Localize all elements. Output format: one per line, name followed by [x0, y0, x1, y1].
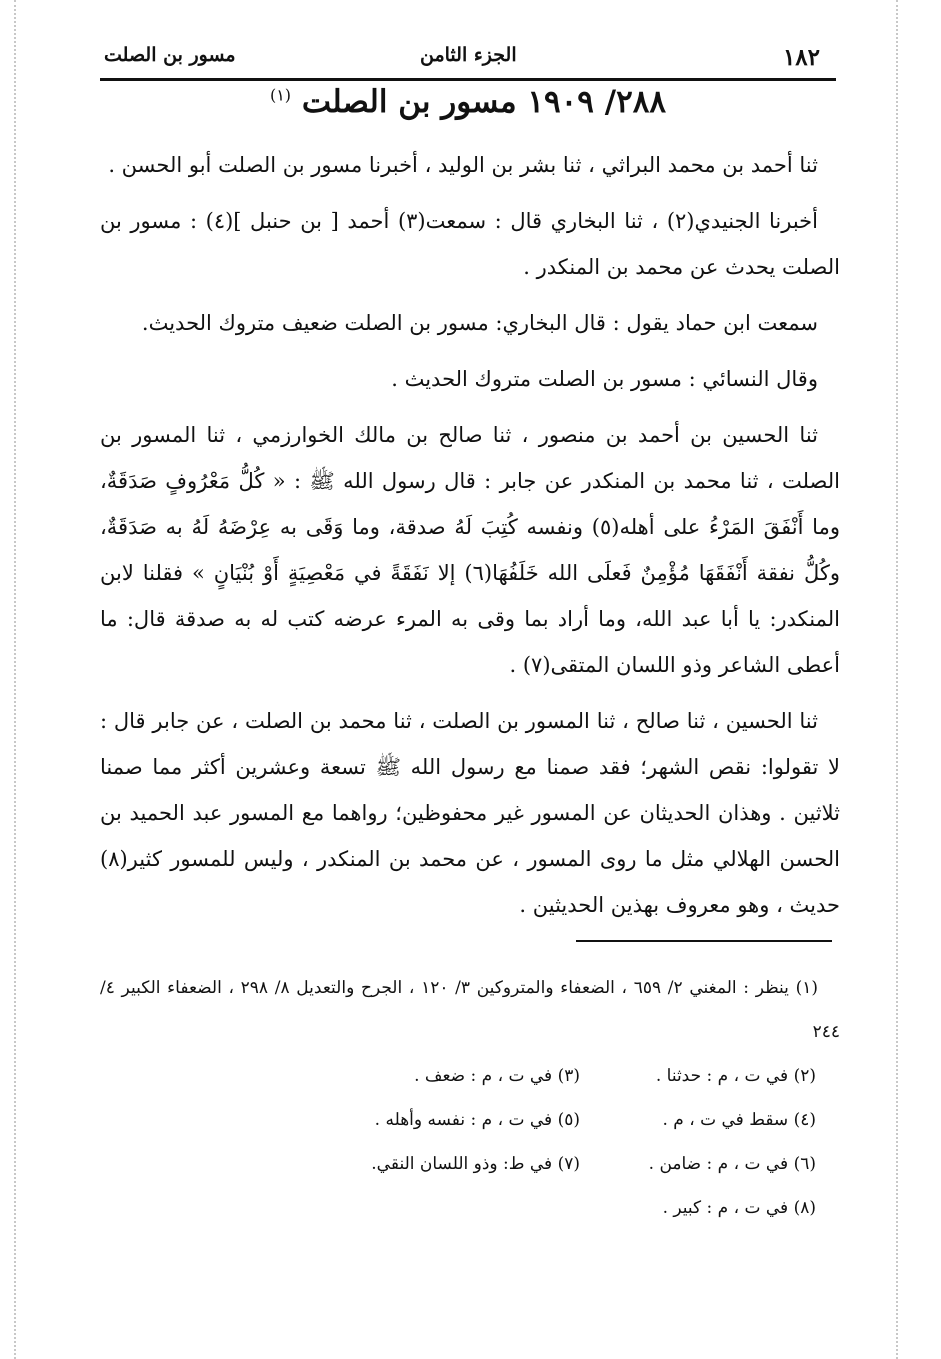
footnote-4: (٤) سقط في ت ، م . [662, 1110, 816, 1130]
footnote-7: (٧) في ط: وذو اللسان النقي. [371, 1154, 580, 1174]
footnote-grid [100, 1054, 840, 1230]
running-head: مسور بن الصلت [104, 44, 236, 66]
footnote-5: (٥) في ت ، م : نفسه وأهله . [374, 1110, 580, 1130]
paragraph-2: أخبرنا الجنيدي(٢) ، ثنا البخاري قال : سمعت(٣) أحمد [ بن حنبل ](٤) : مسور بن الصلت يحدث عن محمد بن المنكدر . [100, 209, 840, 279]
footnote-rule [576, 940, 832, 942]
volume-title: الجزء الثامن [420, 44, 517, 66]
entry-title [100, 84, 836, 138]
footnote-8: (٨) في ت ، م : كبير . [662, 1198, 816, 1218]
footnote-3: (٣) في ت ، م : ضعف . [414, 1066, 580, 1086]
paragraph-6: ثنا الحسين ، ثنا صالح ، ثنا المسور بن الصلت ، ثنا محمد بن الصلت ، عن جابر قال : لا تقولوا: نقص الشهر؛ فقد صمنا مع رسول الله ﷺ تسعة وعشرين أكثر مما صمنا ثلاثين . وهذان الحديثان عن المسور غير محفوظين؛ رواهما مع المسور عبد الحميد بن الحسن الهلالي مثل ما روى المسور ، عن محمد بن المنكدر ، وليس للمسور كثير(٨) حديث ، وهو معروف بهذين الحديثين . [100, 709, 840, 917]
footnote-6: (٦) في ت ، م : ضامن . [648, 1154, 816, 1174]
right-dotted-border [896, 0, 898, 1359]
paragraph-1: ثنا أحمد بن محمد البراثي ، ثنا بشر بن الوليد ، أخبرنا مسور بن الصلت أبو الحسن . [108, 153, 818, 177]
footnotes [100, 966, 840, 1230]
page-number: ١٨٢ [782, 44, 820, 71]
left-dotted-border [14, 0, 16, 1359]
paragraph-3: سمعت ابن حماد يقول : قال البخاري: مسور بن الصلت ضعيف متروك الحديث. [141, 311, 818, 335]
main-text [100, 142, 840, 938]
footnote-2: (٢) في ت ، م : حدثنا . [655, 1066, 816, 1086]
paragraph-5: ثنا الحسين بن أحمد بن منصور ، ثنا صالح بن مالك الخوارزمي ، ثنا المسور بن الصلت ، ثنا محمد بن المنكدر عن جابر : قال رسول الله ﷺ : « كُلُّ مَعْرُوفٍ صَدَقَةٌ، وما أَنْفَقَ المَرْءُ على أهله(٥) ونفسه كُتِبَ لَهُ صدقة، وما وَقَى به عِرْضَهُ لَهُ به صَدَقَةٌ، وكُلُّ نفقة أَنْفَقَهَا مُؤْمِنٌ فَعلَى الله خَلَفُهَا(٦) إلا نَفَقَةً في مَعْصِيَةٍ أَوْ بُنْيَانٍ » فقلنا لابن المنكدر: يا أبا عبد الله، وما أراد بما وقى به المرء عرضه كتب له به صدقة قال: ما أعطى الشاعر وذو اللسان المتقى(٧) . [100, 423, 840, 677]
page-header [100, 44, 824, 78]
header-rule [100, 78, 836, 81]
paragraph-4: وقال النسائي : مسور بن الصلت متروك الحديث . [391, 367, 818, 391]
entry-title-note: (١) [269, 85, 292, 105]
footnote-1: (١) ينظر : المغني ٢/ ٦٥٩ ، الضعفاء والمتروكين ٣/ ١٢٠ ، الجرح والتعديل ٨/ ٢٩٨ ، الضعفاء الكبير ٤/ ٢٤٤ [100, 978, 840, 1042]
entry-title-text: ٢٨٨/ ١٩٠٩ مسور بن الصلت [301, 84, 667, 120]
